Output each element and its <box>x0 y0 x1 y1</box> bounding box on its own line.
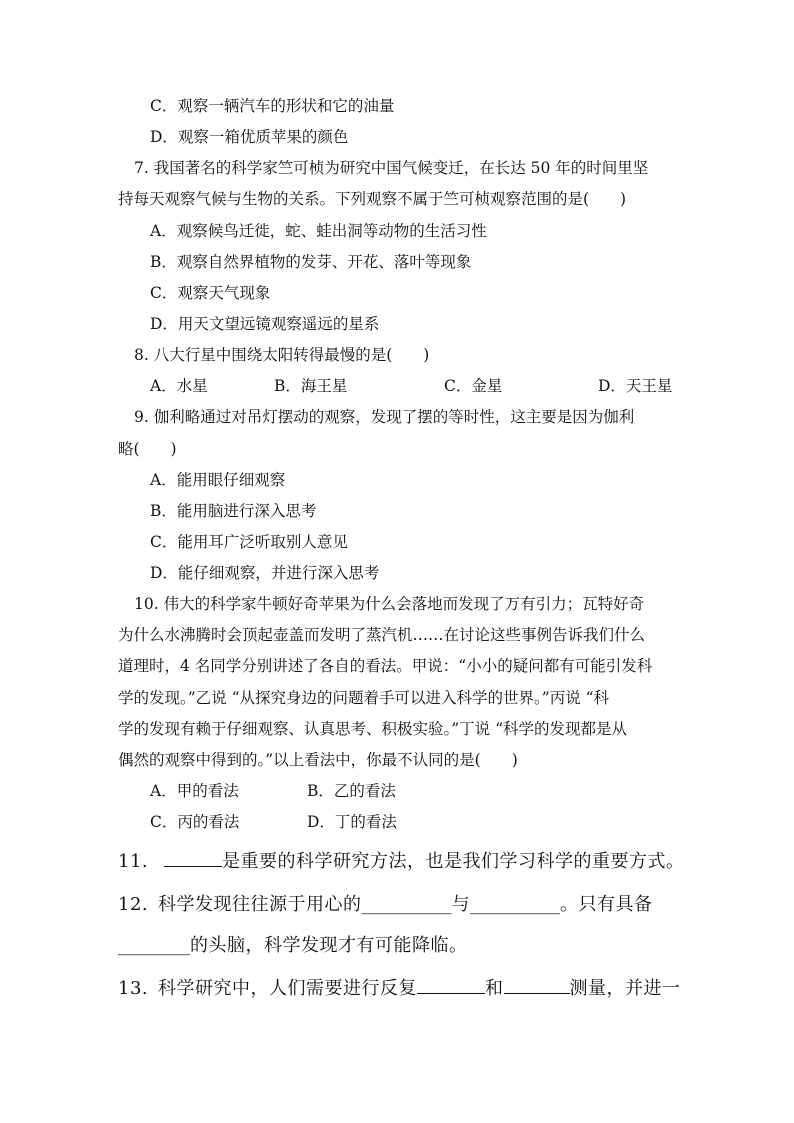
q12-answer-blank-2[interactable]: __________ <box>470 894 560 915</box>
q10-option-a: A．甲的看法 <box>150 782 239 800</box>
q8-option-c: C．金星 <box>444 377 503 395</box>
q13-text-part1: 科学研究中，人们需要进行反复 <box>158 978 417 999</box>
q10-option-d: D．丁的看法 <box>307 813 397 831</box>
q10-stem-line1: 10. 伟大的科学家牛顿好奇苹果为什么会落地而发现了万有引力；瓦特好奇 <box>134 595 645 613</box>
q11-text: 是重要的科学研究方法，也是我们学习科学的重要方式。 <box>222 851 685 872</box>
q12-line2 <box>118 933 468 959</box>
q7-option-a: A．观察候鸟迁徙，蛇、蛙出洞等动物的生活习性 <box>150 222 487 240</box>
q8-option-d: D．天王星 <box>598 377 673 395</box>
q7-stem-line1: 7. 我国著名的科学家竺可桢为研究中国气候变迁，在长达 50 年的时间里坚 <box>134 159 649 177</box>
q10-option-b: B．乙的看法 <box>307 782 396 800</box>
q9-stem-line1: 9. 伽利略通过对吊灯摆动的观察，发现了摆的等时性，这主要是因为伽利 <box>134 408 635 426</box>
q10-stem-line3: 道理时，4 名同学分别讲述了各自的看法。甲说：“小小的疑问都有可能引发科 <box>118 657 653 675</box>
q10-stem-line2: 为什么水沸腾时会顶起壶盖而发明了蒸汽机……在讨论这些事例告诉我们什么 <box>118 626 646 644</box>
q12-text-part2: 与 <box>451 894 470 915</box>
q11-number: 11. <box>118 851 149 872</box>
q12-answer-blank-3[interactable]: ________ <box>118 935 190 956</box>
q10-option-c: C．丙的看法 <box>150 813 240 831</box>
q6-option-d: D．观察一箱优质苹果的颜色 <box>150 128 349 146</box>
q11-answer-blank[interactable] <box>164 848 222 867</box>
q13-text-part3: 测量，并进一 <box>569 978 681 999</box>
q10-stem-line5: 学的发现有赖于仔细观察、认真思考、积极实验。”丁说 “科学的发现都是从 <box>118 720 628 738</box>
q13-answer-blank-2[interactable] <box>504 975 570 994</box>
q9-option-a: A．能用眼仔细观察 <box>150 471 286 489</box>
q7-option-c: C．观察天气现象 <box>150 284 271 302</box>
q7-stem-line2: 持每天观察气候与生物的关系。下列观察不属于竺可桢观察范围的是( ) <box>118 190 627 208</box>
q12-answer-blank-1[interactable]: __________ <box>361 894 452 915</box>
q11-line <box>118 848 685 875</box>
q12-text-part1: 科学发现往往源于用心的 <box>158 894 362 915</box>
q9-stem-line2: 略( ) <box>118 440 177 458</box>
q12-line1 <box>118 892 653 918</box>
q12-number: 12. <box>118 894 149 915</box>
q13-number: 13. <box>118 978 149 999</box>
q7-option-b: B．观察自然界植物的发芽、开花、落叶等现象 <box>150 253 472 271</box>
q9-option-b: B．能用脑进行深入思考 <box>150 502 317 520</box>
q9-option-c: C．能用耳广泛听取别人意见 <box>150 533 348 551</box>
q8-option-b: B．海王星 <box>274 377 348 395</box>
q13-text-part2: 和 <box>485 978 504 999</box>
q8-option-a: A．水星 <box>150 377 208 395</box>
q9-option-d: D．能仔细观察，并进行深入思考 <box>150 564 380 582</box>
q12-text-part3: 。只有具备 <box>560 894 653 915</box>
q13-line <box>118 975 681 1002</box>
q7-option-d: D．用天文望远镜观察遥远的星系 <box>150 315 380 333</box>
q12-text-part4: 的头脑，科学发现才有可能降临。 <box>190 935 468 956</box>
q8-stem: 8. 八大行星中围绕太阳转得最慢的是( ) <box>134 346 430 364</box>
q10-stem-line4: 学的发现。”乙说 “从探究身边的问题着手可以进入科学的世界。”丙说 “科 <box>118 689 610 707</box>
q6-option-c: C．观察一辆汽车的形状和它的油量 <box>150 97 395 115</box>
q10-stem-line6: 偶然的观察中得到的。”以上看法中，你最不认同的是( ) <box>118 751 518 769</box>
q13-answer-blank-1[interactable] <box>417 975 485 994</box>
